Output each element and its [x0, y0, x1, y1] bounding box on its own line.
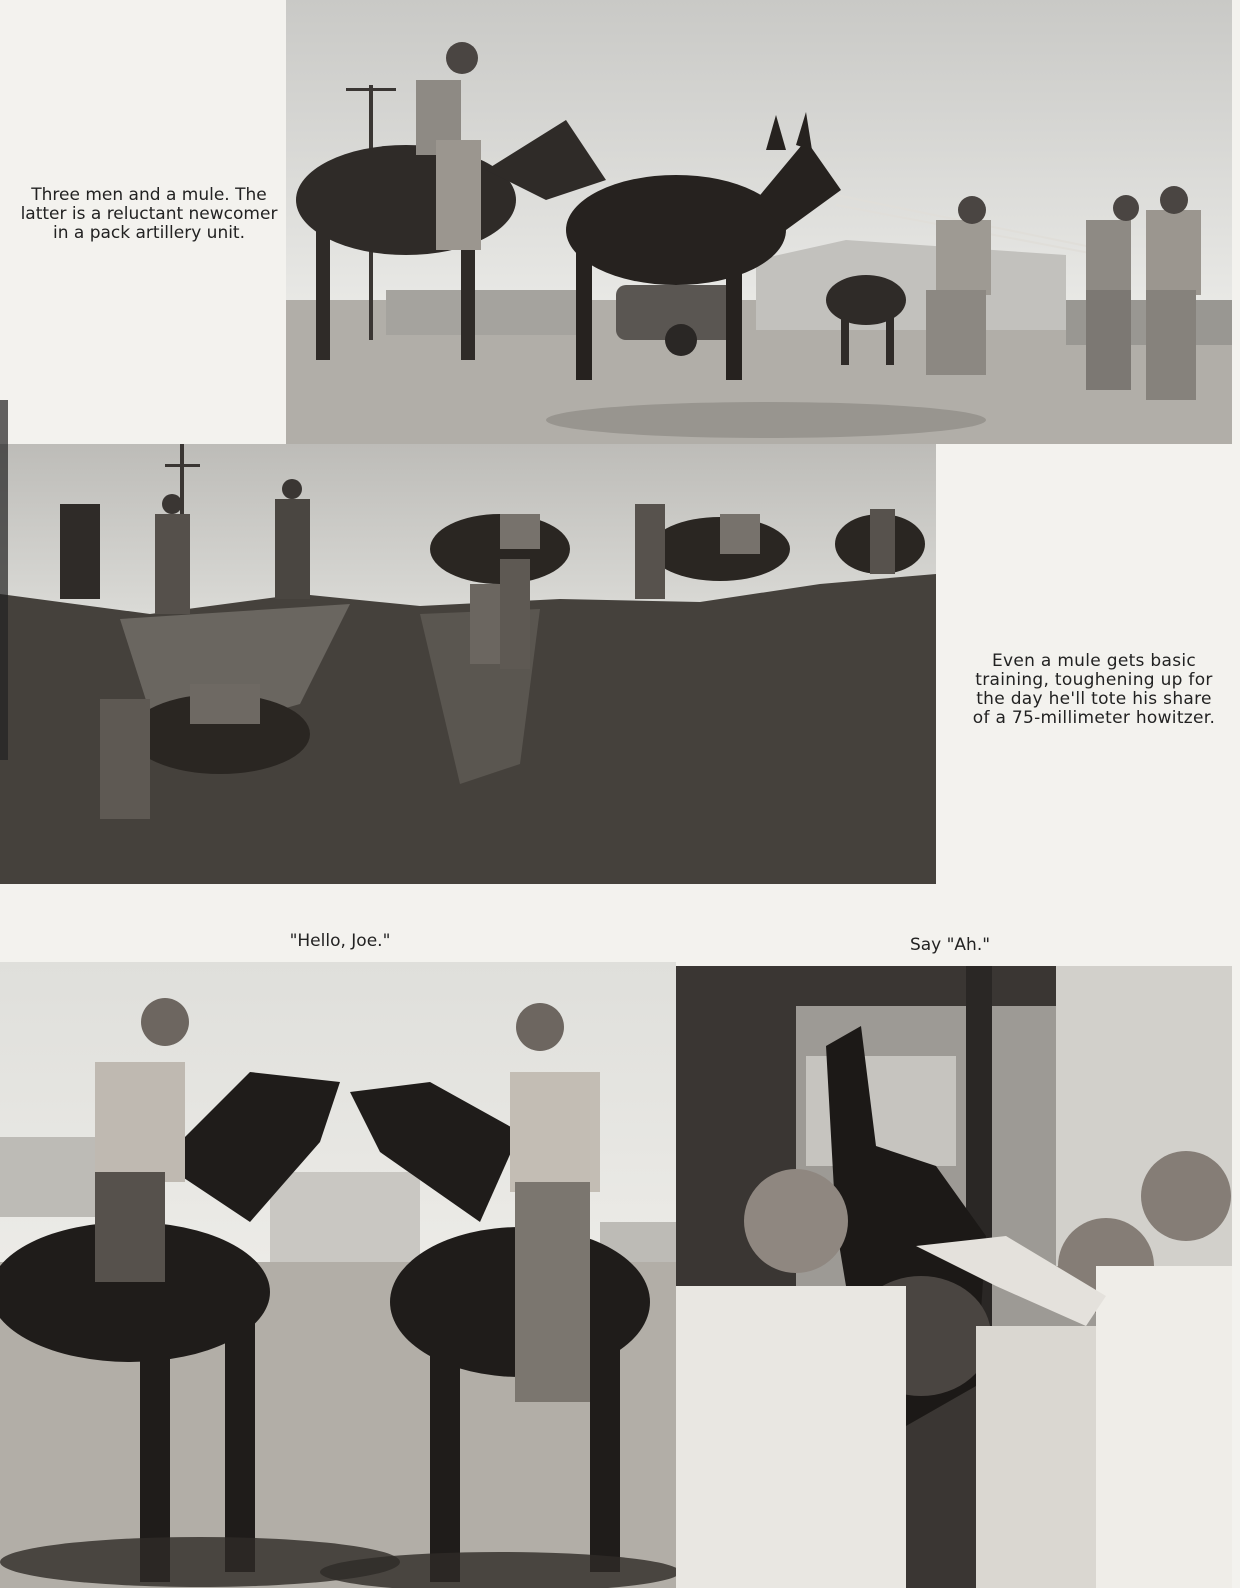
caption-top: Three men and a mule. The latter is a reluctant newcomer in a pack artillery unit. [20, 185, 278, 243]
photo-mules-climbing-embankment [0, 444, 936, 884]
binding-shadow [0, 400, 8, 760]
photo-men-pulling-mule [286, 0, 1232, 444]
photo-two-riders-mules-nuzzling [0, 962, 676, 1588]
caption-bottom-right: Say "Ah." [909, 935, 991, 955]
photo-veterinarians-examining-mule [676, 966, 1232, 1588]
caption-bottom-left: "Hello, Joe." [289, 931, 391, 951]
caption-middle: Even a mule gets basic training, toughening up for the day he'll tote his share of a 75-millimeter howitzer. [972, 651, 1216, 728]
